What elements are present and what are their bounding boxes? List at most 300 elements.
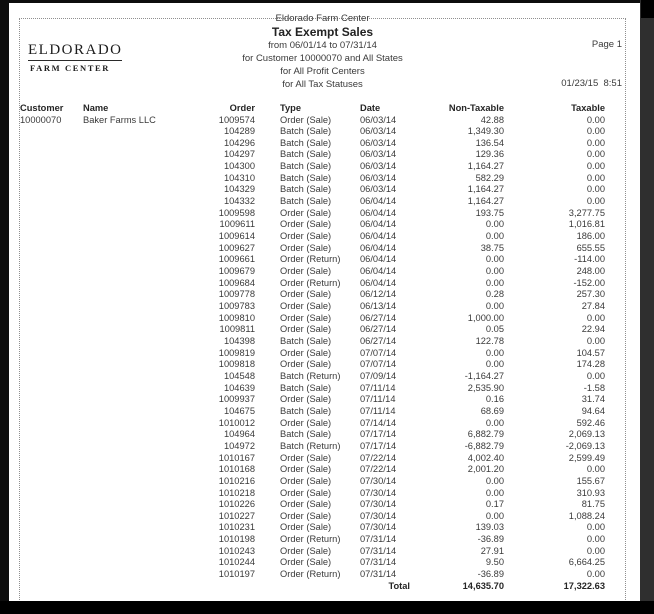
cell-name — [83, 476, 199, 488]
cell-type: Batch (Sale) — [280, 196, 332, 207]
cell-order: 1009598 — [218, 207, 255, 218]
table-row — [9, 126, 640, 138]
cell-taxable: 27.84 — [581, 301, 605, 311]
table-row — [9, 383, 640, 395]
cell-non-taxable: 129.36 — [475, 149, 504, 160]
cell-non-taxable: 9.50 — [485, 557, 504, 568]
cell-non-taxable: 0.00 — [485, 277, 504, 288]
cell-non-taxable: -1,164.27 — [464, 370, 504, 381]
cell-taxable: 248.00 — [576, 266, 605, 277]
column-header-non-taxable: Non-Taxable — [448, 103, 504, 113]
cell-type: Order (Sale) — [280, 499, 332, 510]
cell-taxable: 2,599.49 — [568, 452, 605, 463]
cell-customer — [20, 359, 83, 371]
cell-order: 1010231 — [218, 522, 255, 533]
cell-taxable: 0.00 — [586, 126, 605, 137]
cell-name — [83, 371, 199, 383]
table-header-row — [9, 103, 640, 115]
cell-name — [83, 289, 199, 301]
cell-date: 07/31/14 — [360, 569, 397, 580]
cell-order: 104332 — [223, 196, 255, 207]
cell-non-taxable: 1,164.27 — [467, 196, 504, 207]
cell-date: 07/17/14 — [360, 429, 397, 440]
cell-non-taxable: 0.00 — [485, 510, 504, 521]
cell-order: 1009937 — [218, 394, 255, 405]
cell-customer — [20, 464, 83, 476]
cell-order: 104296 — [223, 137, 255, 148]
cell-date: 07/30/14 — [360, 510, 397, 521]
cell-taxable: 0.00 — [586, 335, 605, 346]
table-row — [9, 511, 640, 523]
cell-customer — [20, 348, 83, 360]
cell-taxable: -114.00 — [574, 254, 605, 265]
cell-taxable: 22.94 — [581, 324, 605, 335]
column-header-name: Name — [83, 103, 109, 113]
cell-order: 1010227 — [218, 510, 255, 521]
cell-type: Order (Sale) — [280, 487, 332, 498]
cell-date: 07/14/14 — [360, 417, 397, 428]
cell-non-taxable: 0.00 — [485, 347, 504, 358]
cell-date: 06/13/14 — [360, 301, 397, 311]
cell-non-taxable: 1,164.27 — [467, 184, 504, 195]
table-row — [9, 324, 640, 336]
cell-name — [83, 488, 199, 500]
cell-customer — [20, 266, 83, 278]
cell-name — [83, 254, 199, 266]
cell-taxable: 0.00 — [586, 172, 605, 183]
cell-type: Order (Sale) — [280, 207, 332, 218]
cell-taxable: 0.00 — [586, 569, 605, 580]
cell-type: Batch (Sale) — [280, 184, 332, 195]
cell-order: 1010243 — [218, 545, 255, 556]
cell-non-taxable: 6,882.79 — [467, 429, 504, 440]
column-header-taxable: Taxable — [571, 103, 605, 113]
cell-customer — [20, 394, 83, 406]
cell-order: 104675 — [223, 405, 255, 416]
cell-taxable: 104.57 — [576, 347, 605, 358]
cell-order: 104972 — [223, 440, 255, 451]
cell-type: Order (Sale) — [280, 545, 332, 556]
cell-order: 104398 — [223, 335, 255, 346]
cell-non-taxable: 0.00 — [485, 301, 504, 311]
table-row — [9, 219, 640, 231]
cell-taxable: 0.00 — [586, 370, 605, 381]
cell-customer — [20, 254, 83, 266]
cell-non-taxable: 0.00 — [485, 417, 504, 428]
cell-customer — [20, 208, 83, 220]
cell-non-taxable: 0.00 — [485, 219, 504, 230]
cell-customer — [20, 196, 83, 208]
cell-name — [83, 313, 199, 325]
table-row — [9, 173, 640, 185]
cell-customer — [20, 546, 83, 558]
cell-date: 07/31/14 — [360, 545, 397, 556]
cell-order: 104639 — [223, 382, 255, 393]
table-row — [9, 557, 640, 569]
table-row — [9, 371, 640, 383]
cell-type: Order (Sale) — [280, 242, 332, 253]
cell-date: 06/04/14 — [360, 242, 397, 253]
cell-type: Order (Sale) — [280, 231, 332, 242]
cell-non-taxable: 582.29 — [475, 172, 504, 183]
cell-non-taxable: 0.00 — [485, 487, 504, 498]
report-subtitle-line: for All Tax Statuses — [282, 79, 363, 90]
cell-taxable: 592.46 — [576, 417, 605, 428]
cell-name — [83, 161, 199, 173]
cell-type: Batch (Sale) — [280, 137, 332, 148]
cell-customer — [20, 278, 83, 290]
cell-customer — [20, 522, 83, 534]
table-row — [9, 546, 640, 558]
cell-type: Batch (Sale) — [280, 335, 332, 346]
cell-non-taxable: 1,000.00 — [467, 312, 504, 323]
cell-name — [83, 348, 199, 360]
cell-name — [83, 499, 199, 511]
cell-non-taxable: 1,349.30 — [467, 126, 504, 137]
cell-date: 07/11/14 — [360, 382, 396, 393]
table-row — [9, 522, 640, 534]
report-subtitle-line: for All Profit Centers — [280, 66, 365, 77]
column-header-type: Type — [280, 103, 302, 113]
cell-taxable: 186.00 — [576, 231, 605, 242]
cell-customer — [20, 138, 83, 150]
table-row — [9, 161, 640, 173]
cell-non-taxable: 0.17 — [485, 499, 504, 510]
cell-date: 06/03/14 — [360, 149, 397, 160]
cell-name: Baker Farms LLC — [83, 114, 156, 125]
column-header-customer: Customer — [20, 103, 64, 113]
cell-non-taxable: 0.00 — [485, 359, 504, 370]
cell-taxable: 0.00 — [586, 534, 605, 545]
cell-type: Order (Return) — [280, 254, 341, 265]
cell-name — [83, 429, 199, 441]
cell-taxable: 3,277.75 — [568, 207, 605, 218]
cell-non-taxable: 0.00 — [485, 266, 504, 277]
cell-date: 07/30/14 — [360, 499, 397, 510]
report-subtitle-line: for Customer 10000070 and All States — [242, 53, 403, 64]
cell-date: 07/22/14 — [360, 464, 397, 475]
cell-order: 1009819 — [218, 347, 255, 358]
cell-date: 07/11/14 — [360, 405, 396, 416]
table-row — [9, 359, 640, 371]
cell-name — [83, 173, 199, 185]
cell-customer — [20, 173, 83, 185]
cell-type: Batch (Sale) — [280, 429, 332, 440]
cell-customer — [20, 243, 83, 255]
column-header-order: Order — [229, 103, 255, 113]
table-row — [9, 488, 640, 500]
cell-date: 07/07/14 — [360, 359, 397, 370]
cell-customer — [20, 324, 83, 336]
cell-type: Batch (Return) — [280, 370, 341, 381]
cell-taxable: 6,664.25 — [568, 557, 605, 568]
cell-type: Order (Sale) — [280, 475, 332, 486]
cell-order: 1010226 — [218, 499, 255, 510]
cell-customer — [20, 488, 83, 500]
cell-order: 1010197 — [218, 569, 255, 580]
cell-order: 104964 — [223, 429, 255, 440]
cell-taxable: 310.93 — [576, 487, 605, 498]
table-row — [9, 289, 640, 301]
cell-customer — [20, 383, 83, 395]
report-table-body — [9, 115, 640, 581]
cell-order: 1010167 — [218, 452, 255, 463]
table-row — [9, 231, 640, 243]
cell-date: 06/27/14 — [360, 312, 397, 323]
cell-date: 07/31/14 — [360, 534, 397, 545]
cell-date: 06/03/14 — [360, 161, 397, 172]
cell-taxable: 0.00 — [586, 184, 605, 195]
cell-date: 07/31/14 — [360, 557, 397, 568]
table-row — [9, 138, 640, 150]
cell-name — [83, 511, 199, 523]
cell-customer — [20, 569, 83, 581]
logo-farm-center-text: FARM CENTER — [30, 63, 111, 73]
cell-type: Batch (Sale) — [280, 172, 332, 183]
cell-non-taxable: -36.89 — [477, 534, 504, 545]
cell-order: 104300 — [223, 161, 255, 172]
cell-type: Order (Sale) — [280, 522, 332, 533]
table-row — [9, 476, 640, 488]
column-header-date: Date — [360, 103, 381, 113]
table-row — [9, 115, 640, 127]
cell-order: 104289 — [223, 126, 255, 137]
table-row — [9, 336, 640, 348]
cell-customer: 10000070 — [20, 114, 62, 125]
cell-non-taxable: 2,535.90 — [467, 382, 504, 393]
cell-date: 06/27/14 — [360, 324, 397, 335]
cell-type: Order (Sale) — [280, 417, 332, 428]
table-row — [9, 196, 640, 208]
cell-order: 1009778 — [218, 289, 255, 300]
cell-date: 07/11/14 — [360, 394, 396, 405]
cell-taxable: 0.00 — [586, 312, 605, 323]
sales-table — [9, 103, 640, 593]
cell-name — [83, 441, 199, 453]
cell-name — [83, 336, 199, 348]
cell-name — [83, 406, 199, 418]
total-non-taxable: 14,635.70 — [462, 581, 504, 592]
cell-date: 07/30/14 — [360, 475, 397, 486]
cell-name — [83, 184, 199, 196]
cell-taxable: -2,069.13 — [565, 440, 605, 451]
table-row — [9, 453, 640, 465]
cell-order: 1010216 — [218, 475, 255, 486]
cell-type: Order (Return) — [280, 534, 341, 545]
cell-order: 104329 — [223, 184, 255, 195]
cell-type: Batch (Sale) — [280, 149, 332, 160]
cell-taxable: 1,088.24 — [568, 510, 605, 521]
cell-non-taxable: -36.89 — [477, 569, 504, 580]
cell-type: Order (Sale) — [280, 359, 332, 370]
cell-non-taxable: 0.00 — [485, 475, 504, 486]
table-row — [9, 184, 640, 196]
cell-non-taxable: 68.69 — [480, 405, 504, 416]
cell-name — [83, 522, 199, 534]
cell-customer — [20, 126, 83, 138]
cell-order: 1010198 — [218, 534, 255, 545]
cell-order: 1009574 — [218, 114, 255, 125]
cell-order: 1009818 — [218, 359, 255, 370]
cell-type: Order (Sale) — [280, 452, 332, 463]
table-row — [9, 149, 640, 161]
cell-taxable: 1,016.81 — [568, 219, 605, 230]
cell-name — [83, 394, 199, 406]
cell-type: Order (Sale) — [280, 347, 332, 358]
cell-date: 06/03/14 — [360, 137, 397, 148]
cell-taxable: 0.00 — [586, 149, 605, 160]
cell-name — [83, 464, 199, 476]
page-info — [561, 12, 622, 116]
cell-non-taxable: 193.75 — [475, 207, 504, 218]
cell-customer — [20, 534, 83, 546]
cell-date: 06/04/14 — [360, 266, 397, 277]
cell-taxable: 0.00 — [586, 114, 605, 125]
table-row — [9, 301, 640, 313]
cell-type: Batch (Sale) — [280, 382, 332, 393]
cell-taxable: -152.00 — [573, 277, 605, 288]
cell-taxable: 0.00 — [586, 161, 605, 172]
cell-type: Batch (Sale) — [280, 126, 332, 137]
page-number: Page 1 — [591, 39, 622, 50]
table-row — [9, 429, 640, 441]
cell-name — [83, 324, 199, 336]
cell-order: 1009684 — [218, 277, 255, 288]
cell-customer — [20, 511, 83, 523]
cell-taxable: 0.00 — [586, 137, 605, 148]
table-row — [9, 464, 640, 476]
table-row — [9, 569, 640, 581]
cell-order: 1009614 — [218, 231, 255, 242]
cell-date: 06/03/14 — [360, 114, 397, 125]
cell-customer — [20, 441, 83, 453]
cell-name — [83, 569, 199, 581]
cell-date: 07/09/14 — [360, 370, 397, 381]
cell-customer — [20, 161, 83, 173]
logo-eldorado-text: ELDORADO — [28, 42, 122, 61]
cell-order: 1009661 — [218, 254, 255, 265]
cell-type: Order (Sale) — [280, 301, 332, 311]
cell-non-taxable: -6,882.79 — [464, 440, 504, 451]
cell-type: Order (Return) — [280, 569, 341, 580]
cell-customer — [20, 301, 83, 313]
cell-name — [83, 359, 199, 371]
cell-non-taxable: 38.75 — [480, 242, 504, 253]
cell-taxable: 655.55 — [576, 242, 605, 253]
report-page — [9, 3, 640, 601]
cell-taxable: 81.75 — [581, 499, 605, 510]
table-row — [9, 499, 640, 511]
cell-non-taxable: 27.91 — [480, 545, 504, 556]
table-row — [9, 278, 640, 290]
cell-type: Order (Sale) — [280, 324, 332, 335]
table-row — [9, 534, 640, 546]
total-label: Total — [388, 581, 410, 592]
cell-name — [83, 557, 199, 569]
table-row — [9, 313, 640, 325]
cell-date: 06/12/14 — [360, 289, 397, 300]
cell-non-taxable: 0.00 — [485, 254, 504, 265]
cell-non-taxable: 0.00 — [485, 231, 504, 242]
cell-type: Order (Sale) — [280, 557, 332, 568]
cell-taxable: 0.00 — [586, 464, 605, 475]
cell-date: 06/04/14 — [360, 207, 397, 218]
cell-customer — [20, 499, 83, 511]
cell-taxable: 94.64 — [581, 405, 605, 416]
print-datetime: 01/23/15 8:51 — [561, 78, 622, 89]
cell-order: 104297 — [223, 149, 255, 160]
cell-type: Order (Sale) — [280, 312, 332, 323]
cell-non-taxable: 136.54 — [475, 137, 504, 148]
cell-date: 07/22/14 — [360, 452, 397, 463]
cell-name — [83, 243, 199, 255]
cell-date: 06/04/14 — [360, 219, 397, 230]
total-taxable: 17,322.63 — [563, 581, 605, 592]
cell-type: Batch (Sale) — [280, 161, 332, 172]
company-name: Eldorado Farm Center — [275, 13, 370, 24]
cell-non-taxable: 4,002.40 — [467, 452, 504, 463]
cell-name — [83, 546, 199, 558]
table-row — [9, 394, 640, 406]
cell-non-taxable: 0.28 — [485, 289, 504, 300]
cell-date: 06/27/14 — [360, 335, 397, 346]
cell-non-taxable: 2,001.20 — [467, 464, 504, 475]
cell-date: 06/03/14 — [360, 126, 397, 137]
cell-order: 1010012 — [218, 417, 255, 428]
cell-non-taxable: 0.05 — [485, 324, 504, 335]
cell-date: 07/30/14 — [360, 487, 397, 498]
cell-type: Order (Sale) — [280, 394, 332, 405]
table-row — [9, 208, 640, 220]
cell-customer — [20, 289, 83, 301]
cell-customer — [20, 336, 83, 348]
table-row — [9, 441, 640, 453]
preview-background-bottom — [0, 601, 654, 614]
cell-taxable: 0.00 — [586, 545, 605, 556]
cell-order: 104548 — [223, 370, 255, 381]
cell-customer — [20, 418, 83, 430]
cell-type: Batch (Return) — [280, 440, 341, 451]
cell-date: 07/07/14 — [360, 347, 397, 358]
cell-type: Order (Sale) — [280, 114, 332, 125]
cell-type: Order (Sale) — [280, 289, 332, 300]
cell-order: 1009679 — [218, 266, 255, 277]
cell-taxable: 0.00 — [586, 196, 605, 207]
cell-name — [83, 418, 199, 430]
cell-date: 06/04/14 — [360, 231, 397, 242]
cell-type: Order (Return) — [280, 277, 341, 288]
cell-customer — [20, 184, 83, 196]
cell-name — [83, 208, 199, 220]
cell-non-taxable: 1,164.27 — [467, 161, 504, 172]
cell-name — [83, 383, 199, 395]
cell-non-taxable: 139.03 — [475, 522, 504, 533]
cell-order: 1009611 — [219, 219, 255, 230]
cell-customer — [20, 371, 83, 383]
cell-customer — [20, 313, 83, 325]
cell-taxable: 257.30 — [576, 289, 605, 300]
cell-type: Batch (Sale) — [280, 405, 332, 416]
cell-order: 1010244 — [218, 557, 255, 568]
cell-name — [83, 219, 199, 231]
cell-order: 1010168 — [218, 464, 255, 475]
cell-taxable: 31.74 — [581, 394, 605, 405]
cell-date: 06/04/14 — [360, 254, 397, 265]
table-row — [9, 406, 640, 418]
table-row — [9, 266, 640, 278]
report-header — [19, 12, 626, 91]
cell-name — [83, 453, 199, 465]
